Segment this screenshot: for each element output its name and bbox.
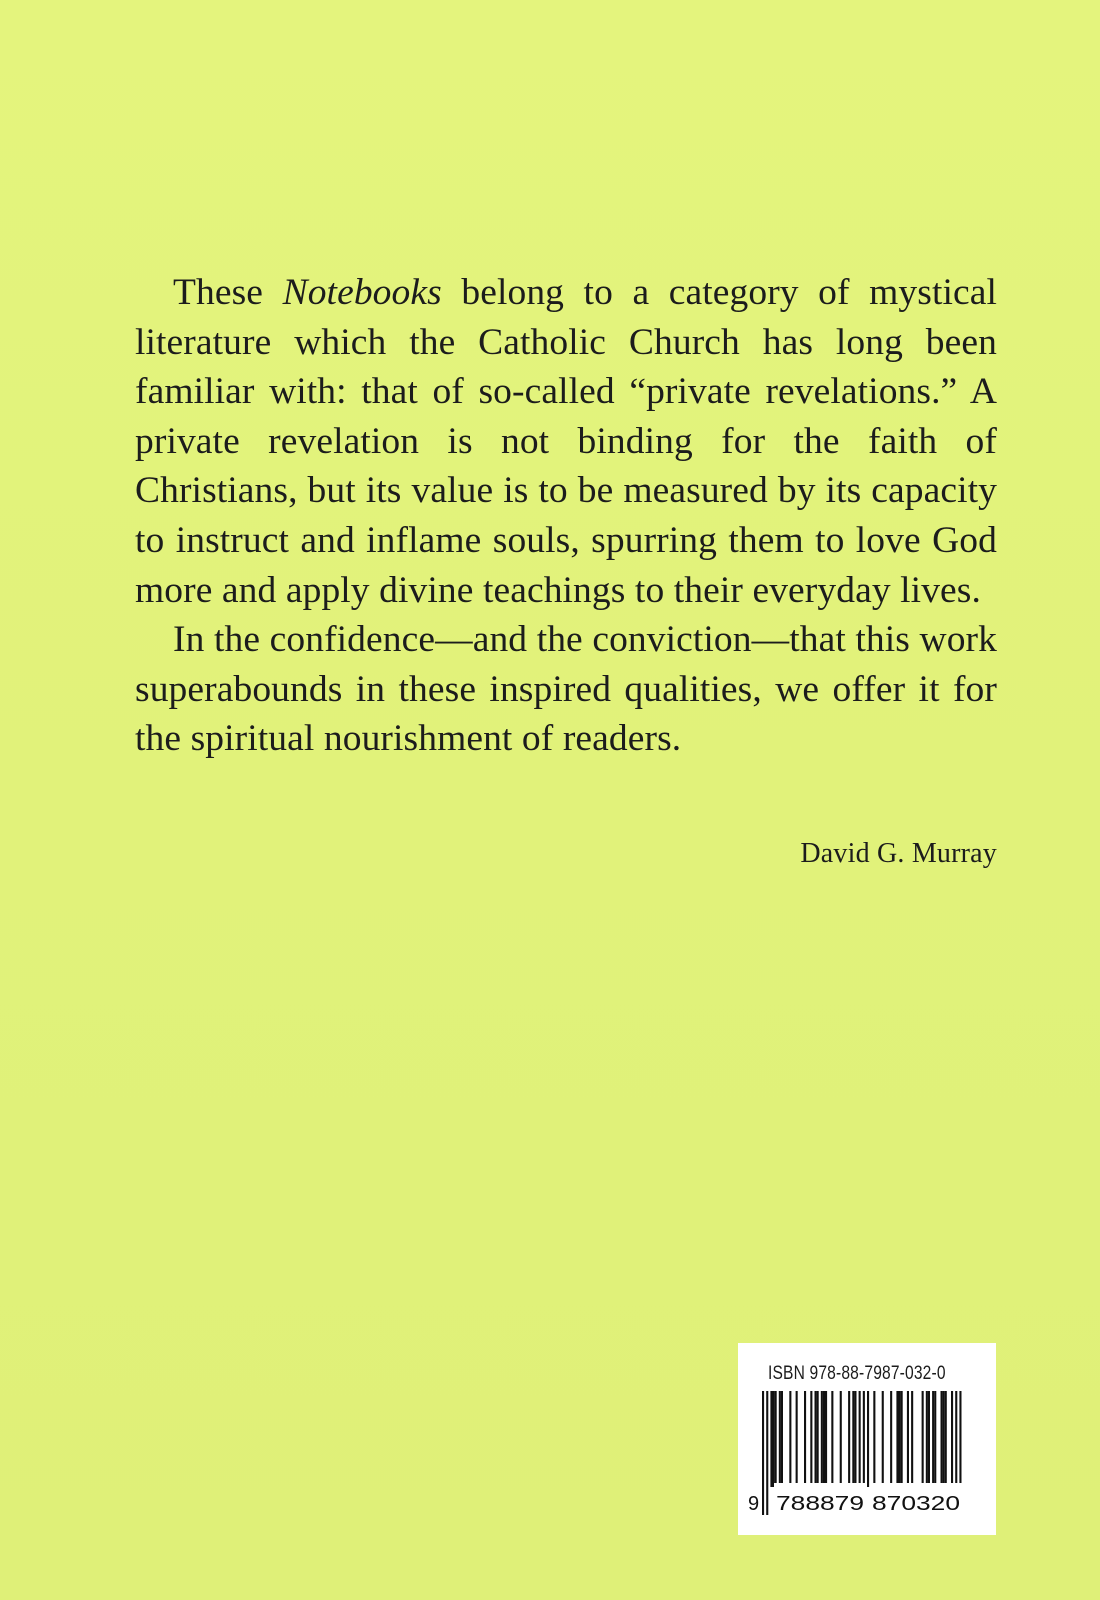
barcode-digits-left: 788879 [776,1493,864,1515]
barcode-bar [817,1391,819,1487]
barcode-bar [901,1391,903,1487]
barcode-bar [810,1391,812,1487]
barcode-bar [770,1391,772,1487]
barcode-bar [789,1391,791,1487]
barcode-bar [815,1391,817,1487]
notebooks-title-italic: Notebooks [282,272,442,313]
barcode-bar [831,1391,833,1487]
barcode-bar [945,1391,947,1487]
barcode-bar [907,1391,909,1487]
barcode-bar [932,1391,934,1487]
barcode-bar [951,1391,953,1487]
barcode-bar [882,1391,884,1487]
blurb-paragraph-2: In the confidence—and the conviction—that this work superabounds in these inspired qualities, we offer it for the spiritual nourishment of readers. [135,619,997,760]
barcode-bar [840,1391,842,1487]
barcode-bar [821,1391,823,1487]
author-signature: David G. Murray [800,838,997,869]
barcode-bar [823,1391,825,1487]
barcode-bar [779,1391,781,1487]
barcode-bar [943,1391,945,1487]
barcode-bar [796,1391,798,1487]
barcode-bar [941,1391,943,1487]
isbn-barcode [738,1343,996,1535]
barcode-bar [848,1391,850,1487]
barcode-bar [867,1391,869,1487]
barcode-bar [922,1391,924,1487]
barcode-bar [804,1391,806,1487]
barcode-bar [762,1391,764,1515]
barcode-bar [896,1391,898,1487]
blurb-paragraph-1-body: belong to a category of mystical literature which the Catholic Church has long been familiar with: that of so-called “private revelations.” A private revelation is not binding for the faith of Christians, but its value is to be measured by its capacity to instruct and inflame souls, spurring them to love God more and apply divine teachings to their everyday lives. [135,272,998,611]
barcode-bar [773,1391,775,1487]
barcode-bar [781,1391,783,1487]
blurb-text [135,268,997,764]
barcode-bar [825,1391,827,1487]
isbn-label: ISBN 978-88-7987-032-0 [768,1363,946,1384]
barcode-digits-right: 870320 [872,1493,960,1515]
barcode-bar [873,1391,875,1487]
barcode-digit-first: 9 [748,1493,760,1515]
barcode-bar [928,1391,930,1487]
barcode-bar [934,1391,936,1487]
blurb-paragraph-1-lead: These [173,272,283,313]
barcode-bar [890,1391,892,1487]
barcode-bar [926,1391,928,1487]
barcode-bars [738,1343,996,1535]
barcode-bar [766,1391,768,1515]
blurb-paragraph-1 [135,268,997,615]
barcode-bar [854,1391,856,1487]
barcode-bar [899,1391,901,1487]
barcode-bar [852,1391,854,1487]
barcode-bar [775,1391,777,1487]
barcode-bar [911,1391,913,1487]
